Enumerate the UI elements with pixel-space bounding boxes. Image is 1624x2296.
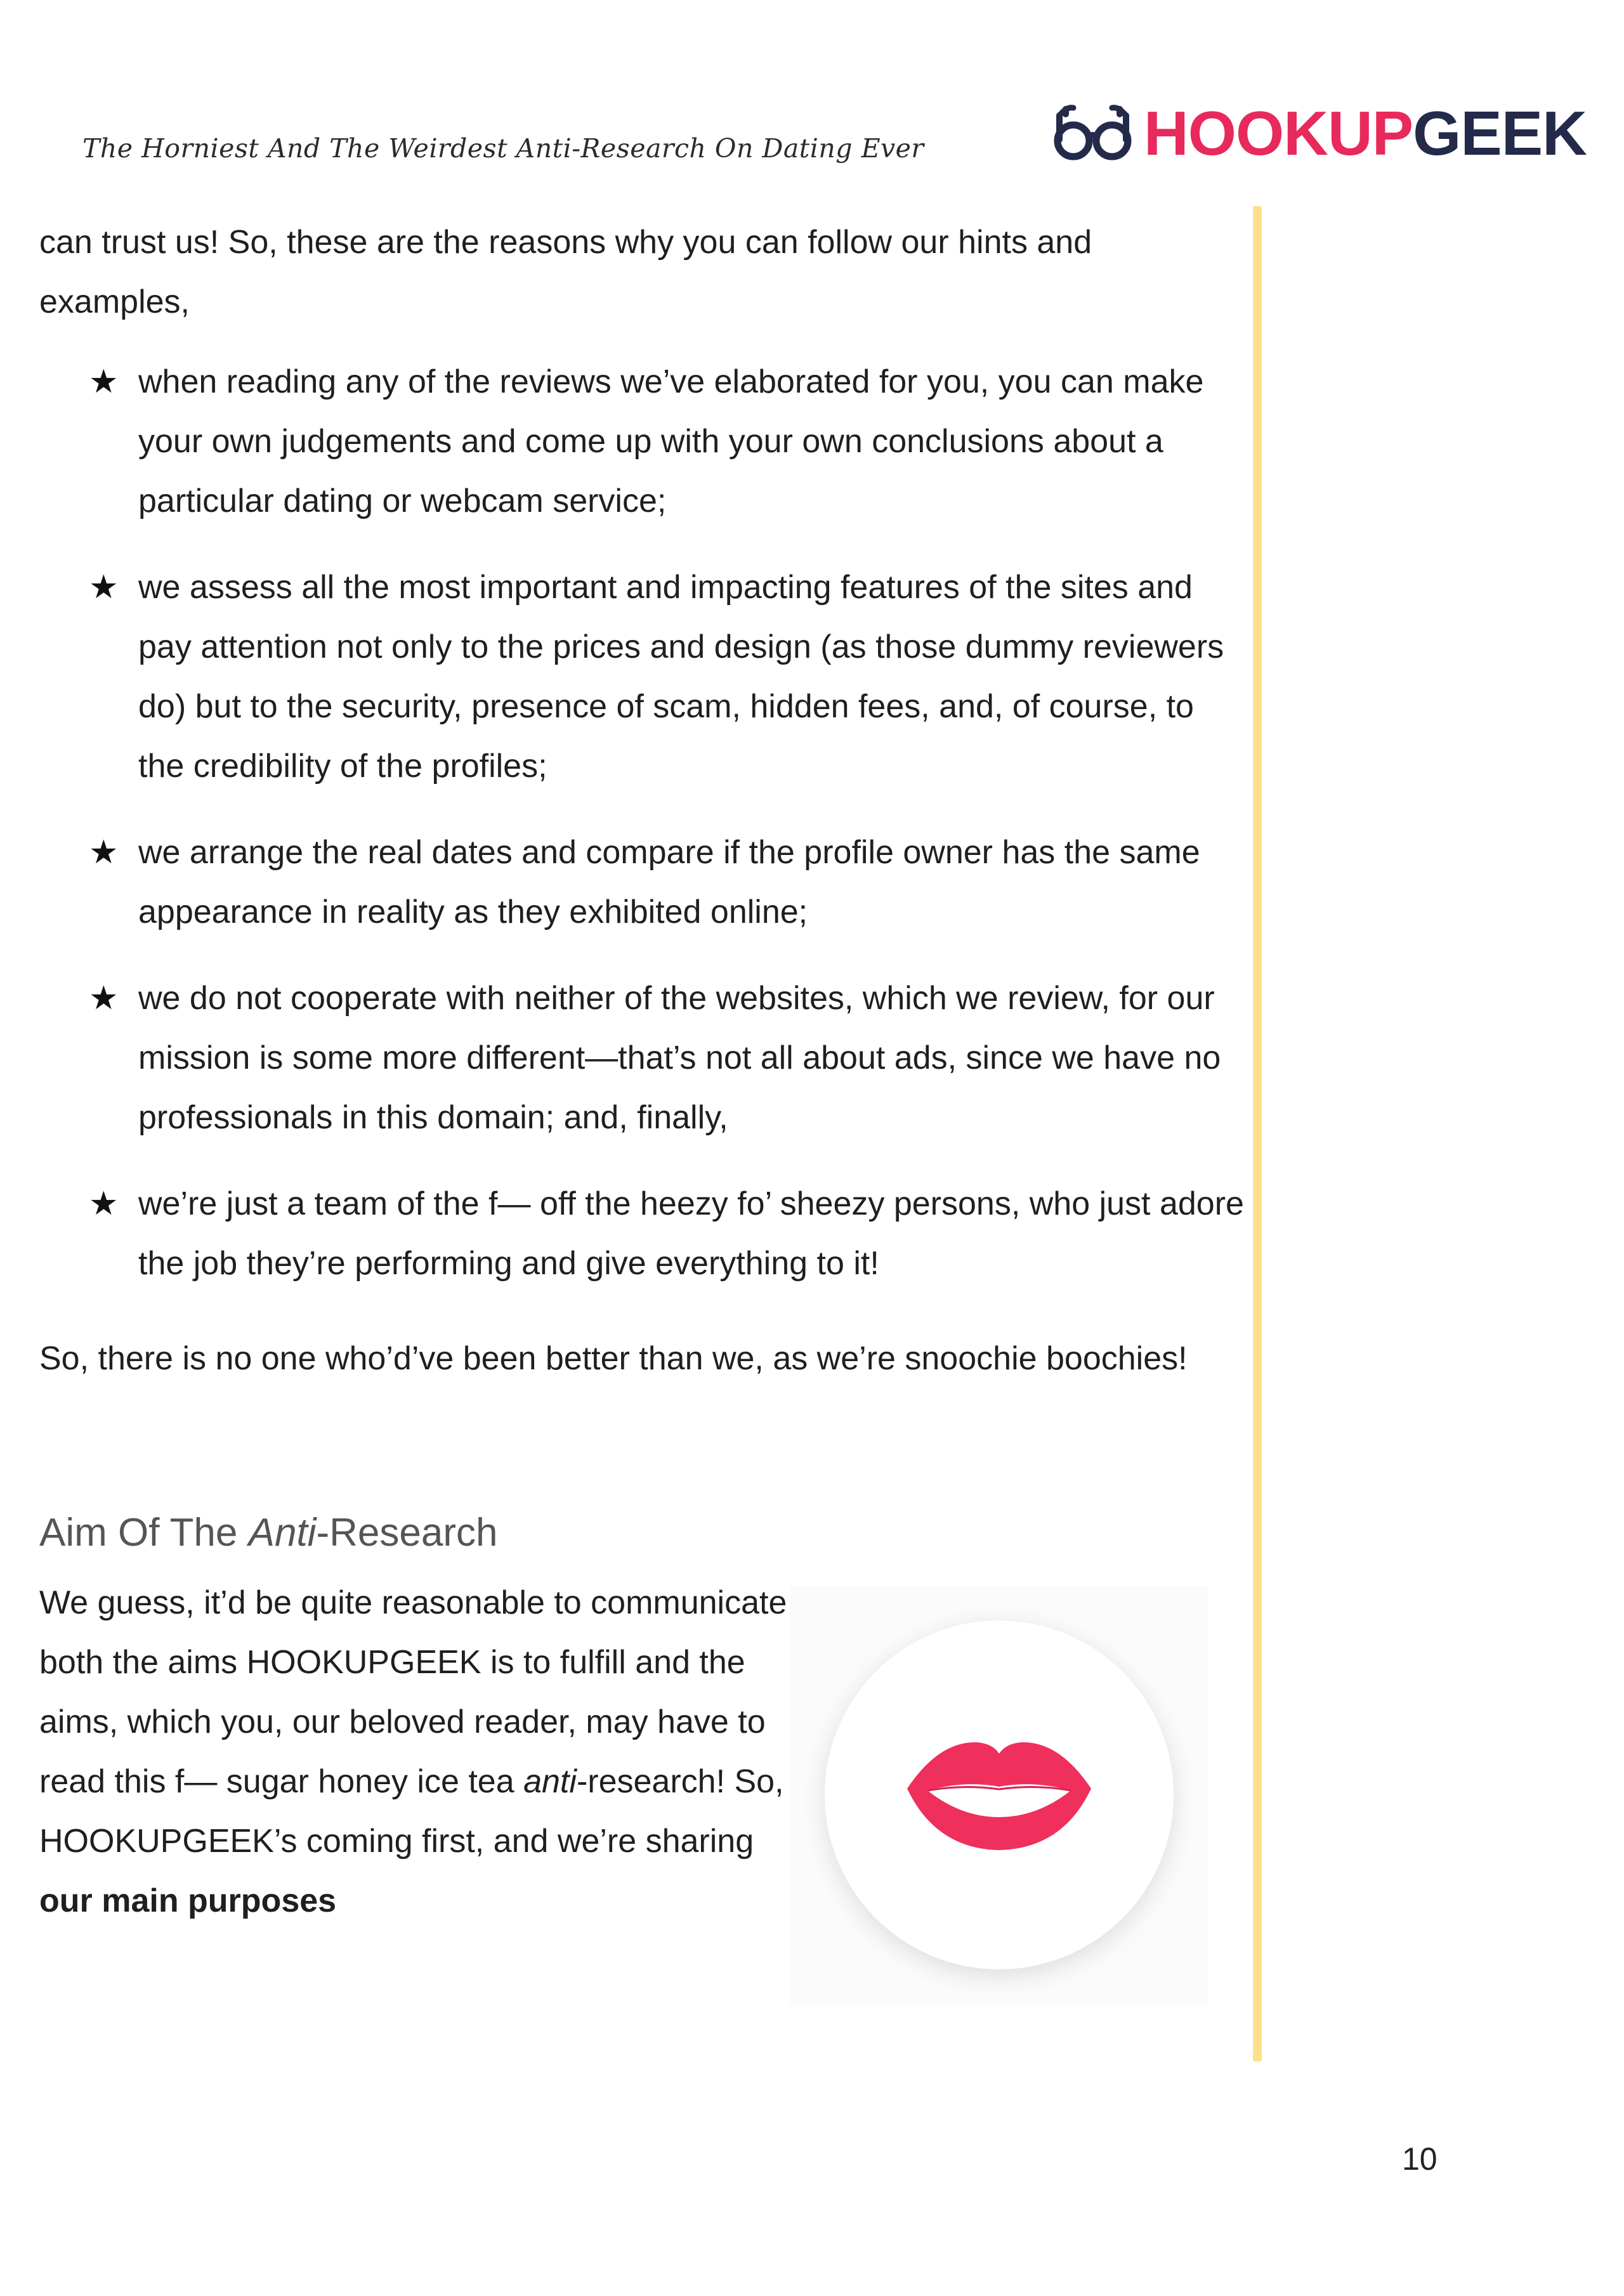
list-item bbox=[39, 558, 1245, 796]
list-item-text: we do not cooperate with neither of the websites, which we review, for our mission is some more different—that’s not all about ads, since we have no professionals in this domain; and, finally, bbox=[138, 980, 1221, 1136]
star-bullet-icon: ★ bbox=[89, 569, 119, 606]
star-bullet-icon: ★ bbox=[89, 834, 119, 871]
list-item bbox=[39, 352, 1245, 531]
list-item-text: we’re just a team of the f— off the heezy fo’ sheezy persons, who just adore the job they’re performing and give everything to it! bbox=[138, 1185, 1244, 1282]
outro-paragraph: So, there is no one who’d’ve been better than we, as we’re snoochie boochies! bbox=[39, 1340, 1188, 1377]
lips-icon bbox=[901, 1728, 1097, 1855]
list-item-text: when reading any of the reviews we’ve elaborated for you, you can make your own judgements and come up with your own conclusions about a particular dating or webcam service; bbox=[138, 363, 1204, 519]
star-bullet-icon: ★ bbox=[89, 980, 119, 1017]
header-title: The Horniest And The Weirdest Anti-Research On Dating Ever bbox=[82, 133, 924, 164]
logo-hookup-text: HOOKUP bbox=[1144, 98, 1413, 168]
hookupgeek-logo[interactable] bbox=[1053, 95, 1587, 171]
glasses-icon bbox=[1053, 101, 1132, 165]
aim-paragraph: We guess, it’d be quite reasonable to communicate both the aims HOOKUPGEEK is to fulfill and the aims, which you, our beloved reader, may have to read this f— sugar honey ice tea anti-research! So, HOOKUPGEEK’s coming first, and we’re sharing our main purposes bbox=[39, 1584, 787, 1919]
lips-illustration bbox=[790, 1586, 1208, 2004]
intro-paragraph: can trust us! So, these are the reasons why you can follow our hints and examples, bbox=[39, 224, 1092, 320]
list-item bbox=[39, 1174, 1245, 1293]
list-item bbox=[39, 969, 1245, 1147]
list-item bbox=[39, 823, 1245, 942]
list-item-text: we assess all the most important and impacting features of the sites and pay attention not only to the prices and design (as those dummy reviewers do) but to the security, presence of scam, hidden fees, and, of course, to the credibility of the profiles; bbox=[138, 569, 1224, 785]
section-heading: Aim Of The Anti-Research bbox=[39, 1511, 498, 1555]
star-bullet-icon: ★ bbox=[89, 1185, 119, 1222]
list-item-text: we arrange the real dates and compare if the profile owner has the same appearance in reality as they exhibited online; bbox=[138, 834, 1200, 930]
star-bullet-icon: ★ bbox=[89, 363, 119, 400]
page-number: 10 bbox=[1402, 2141, 1437, 2177]
reasons-list bbox=[39, 352, 1245, 1320]
logo-geek-text: GEEK bbox=[1413, 98, 1587, 168]
yellow-vertical-rule bbox=[1253, 206, 1262, 2061]
